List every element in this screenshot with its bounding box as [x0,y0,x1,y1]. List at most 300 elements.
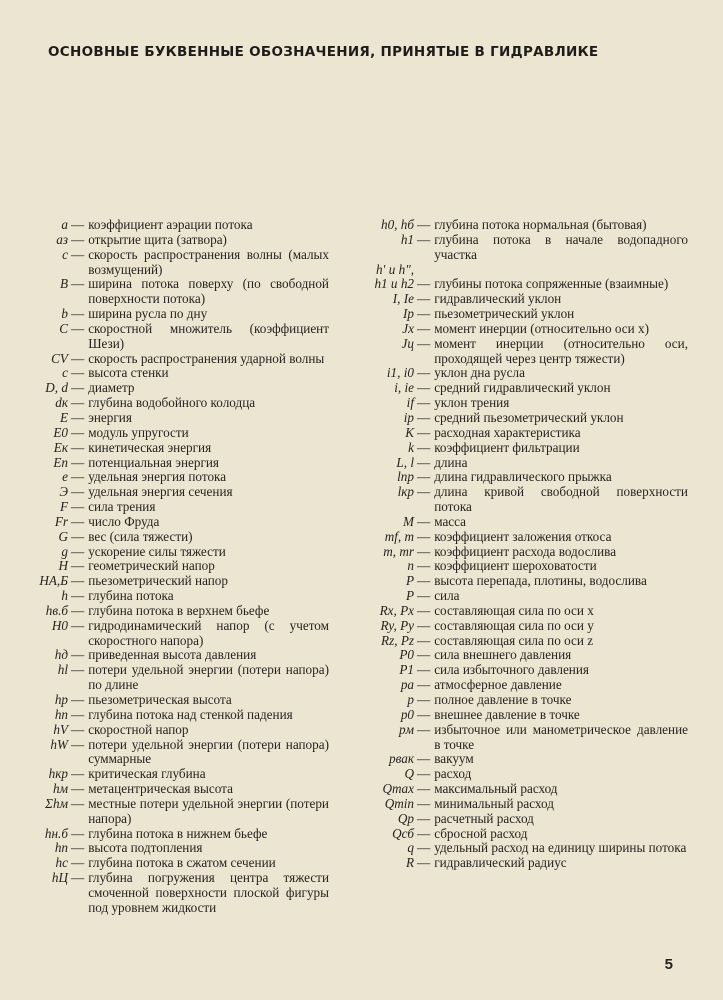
notation-entry [24,589,329,604]
notation-symbol: q [407,840,414,856]
notation-description: глубина потока над стенкой падения [88,706,293,722]
notation-symbol: Jx [402,320,414,336]
notation-entry [24,648,329,663]
notation-symbol: H0 [51,617,68,633]
notation-entry [358,693,688,708]
notation-symbol: Ry, Py [380,617,414,633]
notation-entry [358,426,688,441]
notation-entry [358,292,688,307]
em-dash: — [71,439,85,455]
notation-symbol: Qmax [382,781,414,797]
notation-symbol: H [58,558,68,574]
notation-symbol: lкр [397,484,414,500]
em-dash: — [417,439,431,455]
notation-entry [24,559,329,574]
notation-entry [24,456,329,471]
notation-description: ширина русла по дну [88,306,208,322]
notation-entry [358,797,688,812]
em-dash: — [417,558,431,574]
notation-symbol: p0 [400,706,414,722]
notation-entry [358,663,688,678]
em-dash: — [417,291,431,307]
notation-entry [24,723,329,738]
em-dash: — [417,217,431,232]
notation-symbol: i1, i0 [386,365,414,381]
em-dash: — [417,424,431,440]
notation-description: уклон дна русла [434,365,525,381]
em-dash: — [417,513,431,529]
notation-symbol: K [405,424,414,440]
notation-entry [24,515,329,530]
notation-symbol: pвак [389,751,414,767]
notation-symbol: CV [51,350,68,366]
notation-symbol: D, d [45,380,68,396]
em-dash: — [71,766,85,782]
notation-symbol: P1 [399,662,414,678]
notation-description: удельный расход на единицу ширины потока [434,840,687,856]
em-dash: — [71,855,85,871]
notation-symbol: lпр [397,469,414,485]
notation-description: составляющая сила по оси z [434,632,594,648]
em-dash: — [71,647,85,663]
notation-entry [24,708,329,723]
notation-symbol: a [61,217,68,232]
notation-description: глубина потока нормальная (бытовая) [434,217,647,232]
notation-description: коэффициент фильтрации [434,439,580,455]
em-dash: — [417,677,431,693]
em-dash: — [71,365,85,381]
notation-symbol: hв.б [45,602,68,618]
notation-entry [358,574,688,589]
notation-entry [358,263,688,278]
em-dash: — [71,721,85,737]
em-dash: — [417,276,431,292]
notation-symbol: hW [50,736,68,752]
notation-entry [358,366,688,381]
notation-description: расход [434,766,472,782]
em-dash: — [71,573,85,589]
notation-entry [24,426,329,441]
notation-symbol: HА,Б [39,573,68,589]
notation-description: глубины потока сопряженные (взаимные) [434,276,669,292]
em-dash: — [417,632,431,648]
notation-entry [358,381,688,396]
notation-entry [358,441,688,456]
em-dash: — [417,721,431,737]
em-dash: — [417,795,431,811]
notation-description: сила избыточного давления [434,662,589,678]
notation-symbol: Qp [397,810,414,826]
notation-entry [24,797,329,827]
notation-description: глубина потока в верхнем бьефе [88,602,270,618]
em-dash: — [417,617,431,633]
notation-symbol: b [61,306,68,322]
em-dash: — [417,380,431,396]
notation-entry [24,307,329,322]
em-dash: — [71,602,85,618]
notation-description: глубина потока в сжатом сечении [88,855,276,871]
em-dash: — [71,825,85,841]
notation-entry [24,841,329,856]
em-dash: — [71,469,85,485]
notation-entry [358,589,688,604]
notation-description: скоростной множитель (коэффициент Шези) [88,320,329,351]
notation-description: сила внешнего давления [434,647,572,663]
notation-symbol: R [405,855,414,871]
em-dash: — [71,350,85,366]
notation-entry [358,708,688,723]
notation-entry [358,545,688,560]
notation-symbol: h1 и h2 [374,276,414,292]
notation-entry [358,782,688,797]
notation-description: скорость распространения ударной волны [88,350,325,366]
em-dash: — [71,706,85,722]
left-column [24,218,329,916]
em-dash: — [417,647,431,663]
notation-symbol: h0, hб [380,217,414,232]
notation-entry [24,233,329,248]
notation-symbol: Eп [53,454,68,470]
notation-entry [24,322,329,352]
notation-description: метацентрическая высота [88,781,233,797]
notation-symbol: Fr [54,513,68,529]
notation-entry [24,827,329,842]
notation-description: момент инерции (относительно оси, проходящей через центр тяжести) [434,335,688,366]
notation-symbol: I, Ie [392,291,414,307]
notation-description: вес (сила тяжести) [88,528,193,544]
notation-entry [24,574,329,589]
notation-symbol: h′ и h″, [375,261,414,277]
em-dash: — [417,781,431,797]
em-dash: — [417,602,431,618]
notation-symbol: c [62,365,68,381]
notation-description: потенциальная энергия [88,454,219,470]
notation-symbol: hl [57,662,68,678]
notation-description: гидравлический радиус [434,855,567,871]
notation-entry [358,322,688,337]
notation-description: потери удельной энергии (потери напора) по длине [88,662,329,693]
notation-symbol: hкр [48,766,68,782]
notation-description: критическая глубина [88,766,206,782]
em-dash: — [417,469,431,485]
em-dash: — [417,810,431,826]
notation-symbol: Rz, Pz [381,632,414,648]
notation-entry [358,812,688,827]
notation-entry [24,782,329,797]
notation-symbol: aз [56,231,68,247]
notation-symbol: dк [55,395,68,411]
notation-symbol: F [59,499,68,515]
notation-description: глубина погружения центра тяжести смоченной поверхности плоской фигуры под уровнем жидкости [88,870,329,915]
em-dash: — [71,736,85,752]
notation-symbol: m, mr [383,543,414,559]
notation-description: глубина потока в начале водопадного участка [434,231,688,262]
notation-symbol: C [59,320,68,336]
notation-entry [24,352,329,367]
notation-entry [358,337,688,367]
notation-description: гидравлический уклон [434,291,562,307]
notation-entry [358,470,688,485]
em-dash: — [71,662,85,678]
notation-symbol: hЦ [51,870,68,886]
notation-symbol: k [408,439,414,455]
notation-description: сила [434,588,460,604]
notation-description: коэффициент расхода водослива [434,543,617,559]
notation-entry [24,248,329,278]
em-dash: — [71,617,85,633]
notation-symbol: Q [404,766,414,782]
em-dash: — [71,217,85,232]
em-dash: — [71,870,85,886]
em-dash: — [71,692,85,707]
notation-entry [24,767,329,782]
notation-description: длина [434,454,468,470]
notation-entry [358,411,688,426]
em-dash: — [417,484,431,500]
notation-symbol: c [62,246,68,262]
notation-description: глубина водобойного колодца [88,395,256,411]
notation-entry [358,307,688,322]
notation-entry [24,366,329,381]
notation-symbol: p [407,692,414,707]
notation-symbol: L, l [396,454,414,470]
notation-entry [358,456,688,471]
notation-entry [358,841,688,856]
notation-description: средний пьезометрический уклон [434,409,624,425]
em-dash: — [417,855,431,871]
notation-entry [24,693,329,708]
em-dash: — [71,395,85,411]
notation-entry [358,277,688,292]
em-dash: — [71,499,85,515]
em-dash: — [71,484,85,500]
notation-description: коэффициент аэрации потока [88,217,253,232]
notation-description: момент инерции (относительно оси x) [434,320,649,336]
notation-symbol: hp [54,692,68,707]
notation-description: сила трения [88,499,156,515]
em-dash: — [71,409,85,425]
notation-symbol: B [59,276,68,292]
notation-description: пьезометрический уклон [434,306,575,322]
em-dash: — [417,840,431,856]
notation-description: скорость распространения волны (малых возмущений) [88,246,329,277]
notation-entry [358,827,688,842]
notation-symbol: h [61,588,68,604]
notation-entry [358,723,688,753]
notation-description: коэффициент заложения откоса [434,528,612,544]
notation-description: высота перепада, плотины, водослива [434,573,647,589]
notation-symbol: pм [398,721,414,737]
notation-entry [358,604,688,619]
em-dash: — [417,365,431,381]
notation-entry [358,678,688,693]
notation-entry [24,856,329,871]
notation-symbol: G [58,528,68,544]
notation-description: расчетный расход [434,810,534,826]
em-dash: — [417,573,431,589]
notation-symbol: M [403,513,414,529]
notation-entry [24,485,329,500]
notation-description: энергия [88,409,132,425]
notation-description: геометрический напор [88,558,215,574]
em-dash: — [417,320,431,336]
em-dash: — [417,825,431,841]
em-dash: — [417,454,431,470]
notation-description: избыточное или манометрическое давление в точке [434,721,688,752]
notation-entry [24,530,329,545]
notation-entry [24,545,329,560]
em-dash: — [417,766,431,782]
notation-symbol: if [406,395,414,411]
notation-description: диаметр [88,380,135,396]
notation-description: коэффициент шероховатости [434,558,597,574]
em-dash: — [417,528,431,544]
notation-symbol: Eк [53,439,68,455]
notation-entry [24,218,329,233]
em-dash: — [417,306,431,322]
notation-symbol: Ip [403,306,414,322]
em-dash: — [417,588,431,604]
notation-symbol: ip [403,409,414,425]
notation-description: составляющая сила по оси y [434,617,594,633]
notation-entry [358,530,688,545]
notation-description: открытие щита (затвора) [88,231,227,247]
notation-description: пьезометрическая высота [88,692,232,707]
notation-symbol: hд [54,647,68,663]
em-dash: — [71,588,85,604]
notation-description: удельная энергия сечения [88,484,233,500]
notation-entry [358,767,688,782]
notation-description: кинетическая энергия [88,439,212,455]
em-dash: — [71,840,85,856]
em-dash: — [71,454,85,470]
notation-entry [24,604,329,619]
em-dash: — [417,395,431,411]
notation-entry [358,218,688,233]
notation-entry [24,738,329,768]
notation-entry [24,871,329,916]
notation-description: глубина потока [88,588,174,604]
notation-entry [358,485,688,515]
notation-entry [358,396,688,411]
notation-description: приведенная высота давления [88,647,257,663]
notation-symbol: E0 [53,424,68,440]
notation-description: составляющая сила по оси x [434,602,594,618]
notation-symbol: hп [54,706,68,722]
notation-description: модуль упругости [88,424,189,440]
notation-symbol: g [61,543,68,559]
em-dash: — [71,513,85,529]
em-dash: — [71,528,85,544]
notation-entry [358,619,688,634]
notation-symbol: Qсб [392,825,414,841]
notation-entry [358,515,688,530]
notation-description: внешнее давление в точке [434,706,580,722]
em-dash: — [71,424,85,440]
em-dash: — [417,706,431,722]
notation-symbol: Rx, Px [379,602,414,618]
notation-symbol: hп [54,840,68,856]
notation-description: вакуум [434,751,474,767]
em-dash: — [71,306,85,322]
notation-entry [358,559,688,574]
em-dash: — [417,692,431,707]
em-dash: — [417,335,431,351]
notation-entry [358,648,688,663]
em-dash: — [417,662,431,678]
em-dash: — [71,231,85,247]
notation-description: пьезометрический напор [88,573,228,589]
em-dash: — [417,409,431,425]
notation-entry [358,634,688,649]
notation-description: максимальный расход [434,781,558,797]
notation-description: средний гидравлический уклон [434,380,611,396]
em-dash: — [71,543,85,559]
notation-symbol: pa [400,677,414,693]
notation-entry [24,500,329,515]
right-column [358,218,688,871]
notation-description: число Фруда [88,513,160,529]
em-dash: — [71,276,85,292]
notation-entry [24,277,329,307]
notation-description: атмосферное давление [434,677,562,693]
notation-description: высота подтопления [88,840,203,856]
notation-symbol: hн.б [44,825,68,841]
notation-entry [24,470,329,485]
em-dash: — [71,320,85,336]
notation-symbol: mf, m [384,528,414,544]
page-number: 5 [664,956,673,973]
em-dash: — [417,751,431,767]
notation-description: минимальный расход [434,795,554,811]
notation-description: длина гидравлического прыжка [434,469,612,485]
notation-description: расходная характеристика [434,424,581,440]
notation-symbol: e [62,469,68,485]
notation-symbol: hс [55,855,68,871]
notation-entry [24,381,329,396]
notation-symbol: hV [53,721,68,737]
em-dash: — [417,231,431,247]
em-dash: — [71,558,85,574]
notation-symbol: Σhм [45,795,68,811]
notation-symbol: h1 [400,231,414,247]
notation-description: гидродинамический напор (с учетом скоростного напора) [88,617,329,648]
notation-description: уклон трения [434,395,510,411]
em-dash: — [71,781,85,797]
notation-symbol: P [405,573,414,589]
notation-description: глубина потока в нижнем бьефе [88,825,268,841]
em-dash: — [71,795,85,811]
notation-entry [24,441,329,456]
notation-description: удельная энергия потока [88,469,227,485]
notation-symbol: n [407,558,414,574]
notation-symbol: P [405,588,414,604]
notation-symbol: Qmin [384,795,414,811]
notation-description: сбросной расход [434,825,528,841]
notation-entry [24,663,329,693]
notation-entry [24,619,329,649]
em-dash: — [71,380,85,396]
notation-symbol: hм [52,781,68,797]
notation-symbol: i, ie [394,380,414,396]
notation-description: скоростной напор [88,721,189,737]
notation-description: потери удельной энергии (потери напора) суммарные [88,736,329,767]
em-dash: — [71,246,85,262]
notation-description: масса [434,513,467,529]
notation-description: местные потери удельной энергии (потери напора) [88,795,329,826]
notation-entry [24,411,329,426]
notation-description: ширина потока поверху (по свободной поверхности потока) [88,276,329,307]
